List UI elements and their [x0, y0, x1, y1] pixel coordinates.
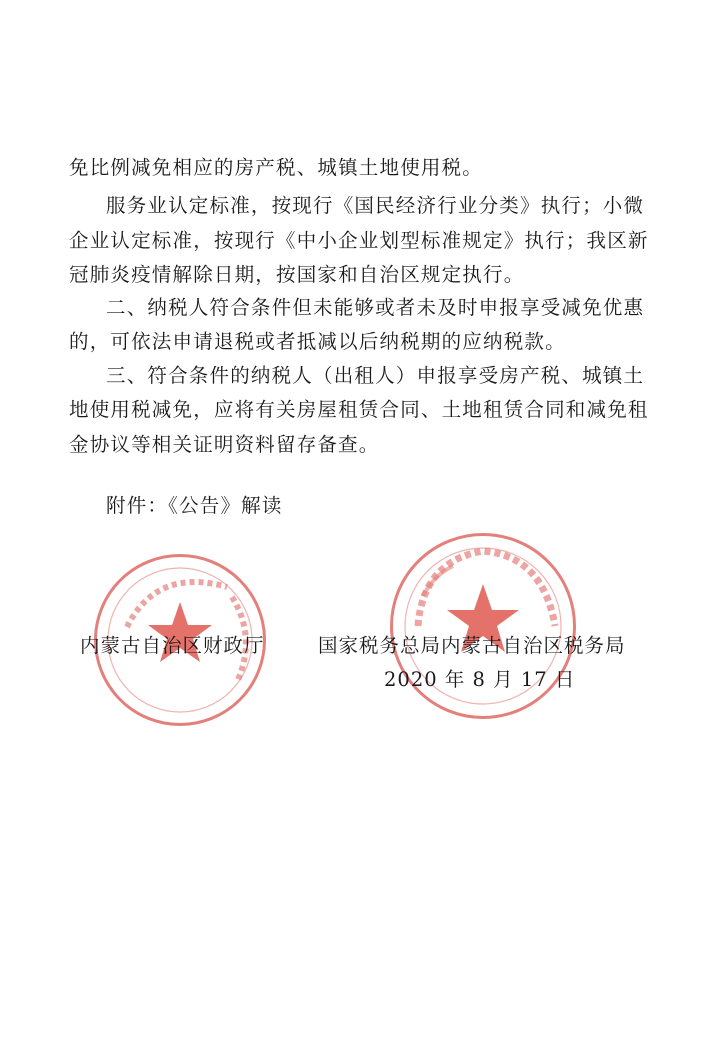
paragraph-line: 地使用税减免，应将有关房屋租赁合同、土地租赁合同和减免租	[69, 398, 649, 421]
paragraph-line: 二、纳税人符合条件但未能够或者未及时申报享受减免优惠	[106, 296, 645, 319]
finance-department-name: 内蒙古自治区财政厅	[80, 634, 265, 657]
document-date: 2020 年 8 月 17 日	[384, 668, 576, 691]
paragraph-line: 的，可依法申请退税或者抵减以后纳税期的应纳税款。	[69, 330, 566, 353]
paragraph-line: 企业认定标准，按现行《中小企业划型标准规定》执行；我区新	[69, 229, 649, 252]
paragraph-line: 冠肺炎疫情解除日期，按国家和自治区规定执行。	[69, 263, 525, 286]
paragraph-line: 三、符合条件的纳税人（出租人）申报享受房产税、城镇土	[106, 364, 645, 387]
attachment-note: 附件：《公告》解读	[106, 494, 283, 517]
paragraph-line: 金协议等相关证明资料留存备查。	[69, 433, 380, 456]
paragraph-line: 服务业认定标准，按现行《国民经济行业分类》执行；小微	[106, 194, 645, 217]
tax-bureau-name: 国家税务总局内蒙古自治区税务局	[318, 634, 626, 657]
paragraph-line: 免比例减免相应的房产税、城镇土地使用税。	[69, 156, 484, 179]
